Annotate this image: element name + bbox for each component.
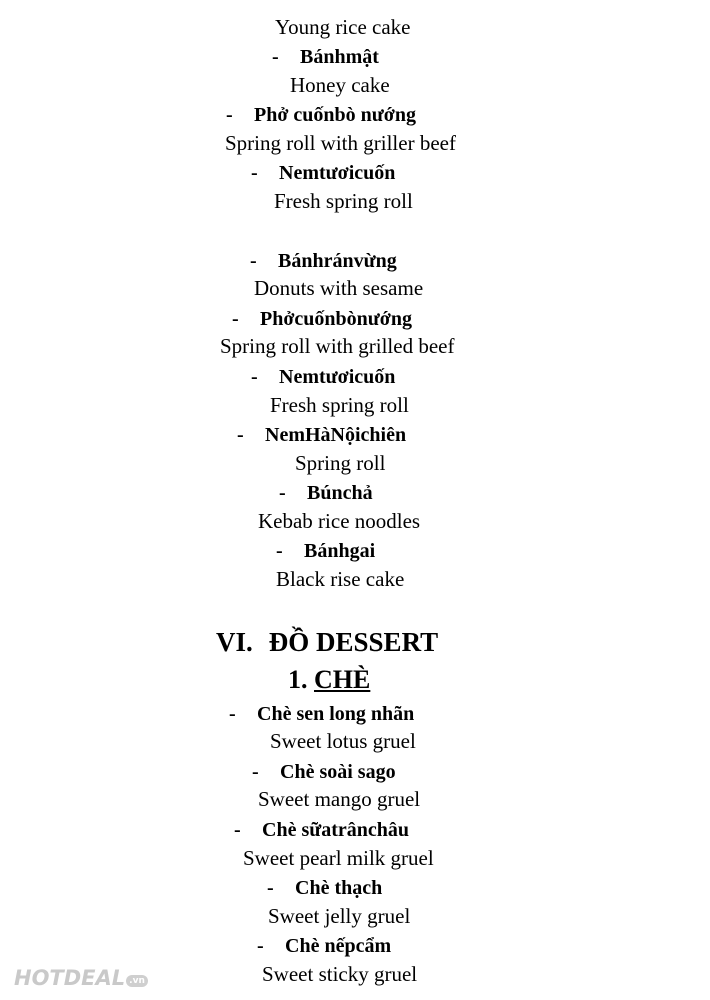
- dessert-vietnamese-name: [252, 762, 396, 782]
- subsection-heading: [288, 667, 370, 693]
- item-vietnamese-label: Bánhgai: [304, 540, 376, 562]
- dessert-english-name: Sweet lotus gruel: [270, 729, 416, 753]
- item-english-name: Kebab rice noodles: [258, 509, 421, 533]
- list-dash: -: [272, 46, 279, 68]
- item-english-name: Spring roll with griller beef: [225, 131, 456, 155]
- item-vietnamese-name: [250, 251, 397, 271]
- item-vietnamese-label: Bánhránvừng: [278, 250, 397, 272]
- item-english-name: Black rise cake: [276, 567, 405, 591]
- dessert-vietnamese-name: [257, 936, 391, 956]
- item-vietnamese-label: Nemtươicuốn: [279, 366, 396, 388]
- item-english-name: Donuts with sesame: [254, 276, 424, 300]
- item-vietnamese-name: [237, 425, 406, 445]
- list-dash: -: [232, 308, 239, 330]
- hotdeal-watermark-logo: [14, 966, 148, 990]
- item-vietnamese-label: NemHàNộichiên: [265, 424, 407, 446]
- dessert-english-name: Sweet sticky gruel: [262, 962, 418, 986]
- item-vietnamese-name: [279, 483, 373, 503]
- dessert-vietnamese-name: [267, 878, 382, 898]
- list-dash: -: [279, 482, 286, 504]
- item-english-name: Young rice cake: [275, 15, 411, 39]
- dessert-vietnamese-label: Chè sen long nhãn: [257, 703, 415, 725]
- list-dash: -: [234, 819, 241, 841]
- dessert-vietnamese-name: [229, 704, 414, 724]
- item-vietnamese-name: [272, 47, 379, 67]
- item-english-name: Honey cake: [290, 73, 390, 97]
- item-vietnamese-label: Nemtươicuốn: [279, 162, 396, 184]
- dessert-vietnamese-label: Chè soài sago: [280, 761, 396, 783]
- section-number: VI.: [216, 627, 253, 657]
- list-dash: -: [257, 935, 264, 957]
- item-vietnamese-name: [251, 367, 395, 387]
- item-english-name: Fresh spring roll: [270, 393, 409, 417]
- dessert-vietnamese-name: [234, 820, 409, 840]
- list-dash: -: [226, 104, 233, 126]
- item-vietnamese-name: [232, 309, 412, 329]
- dessert-vietnamese-label: Chè sữatrânchâu: [262, 819, 410, 841]
- item-vietnamese-label: Bánhmật: [300, 46, 379, 68]
- dessert-english-name: Sweet jelly gruel: [268, 904, 411, 928]
- item-vietnamese-label: Búnchả: [307, 482, 373, 504]
- list-dash: -: [229, 703, 236, 725]
- item-english-name: Fresh spring roll: [274, 189, 413, 213]
- item-english-name: Spring roll: [295, 451, 386, 475]
- list-dash: -: [276, 540, 283, 562]
- list-dash: -: [251, 366, 258, 388]
- section-title: ĐỒ DESSERT: [268, 627, 439, 657]
- watermark-text: HOTDEAL: [14, 966, 126, 990]
- item-vietnamese-label: Phở cuốnbò nướng: [254, 104, 416, 126]
- list-dash: -: [267, 877, 274, 899]
- item-vietnamese-name: [226, 105, 416, 125]
- item-vietnamese-name: [276, 541, 375, 561]
- list-dash: -: [237, 424, 244, 446]
- item-english-name: Spring roll with grilled beef: [220, 334, 455, 358]
- dessert-vietnamese-label: Chè thạch: [295, 877, 383, 899]
- dessert-vietnamese-label: Chè nếpcẩm: [285, 935, 392, 957]
- dessert-english-name: Sweet pearl milk gruel: [243, 846, 434, 870]
- subsection-number: 1.: [288, 665, 308, 694]
- list-dash: -: [250, 250, 257, 272]
- watermark-badge: .vn: [126, 975, 148, 987]
- item-vietnamese-label: Phởcuốnbònướng: [260, 308, 412, 330]
- list-dash: -: [251, 162, 258, 184]
- list-dash: -: [252, 761, 259, 783]
- dessert-english-name: Sweet mango gruel: [258, 787, 421, 811]
- subsection-title: CHÈ: [314, 665, 371, 694]
- item-vietnamese-name: [251, 163, 395, 183]
- section-heading: [216, 629, 438, 656]
